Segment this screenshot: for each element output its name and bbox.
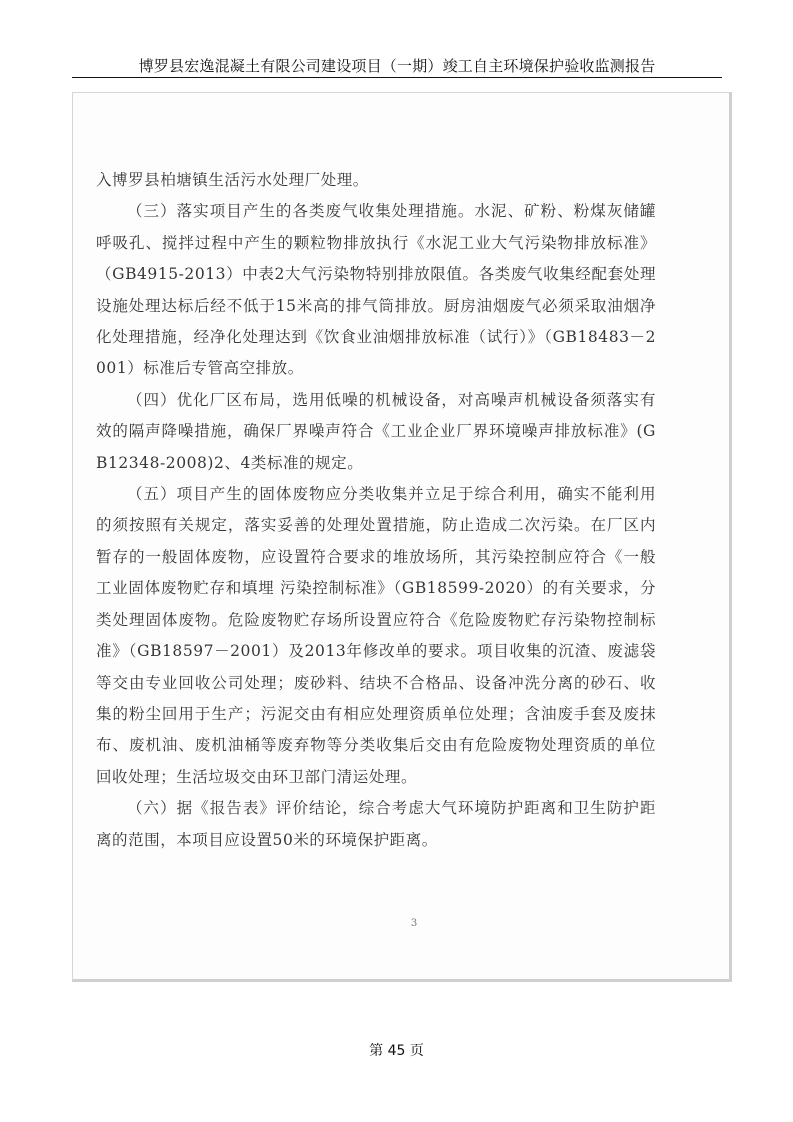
page-header [72, 46, 722, 78]
page-footer-number: 第 45 页 [369, 1043, 424, 1059]
paragraph-continuation: 入博罗县柏塘镇生活污水处理厂处理。 [96, 171, 369, 189]
report-title: 博罗县宏逸混凝土有限公司建设项目（一期）竣工自主环境保护验收监测报告 [138, 57, 656, 75]
paragraph-noise-control: （四）优化厂区布局，选用低噪的机械设备，对高噪声机械设备须落实有效的隔声降噪措施，确保厂界噪声符合《工业企业厂界环境噪声排放标准》(GB12348-2008)2、4类标准的规定。 [96, 390, 656, 472]
paragraph-solid-waste: （五）项目产生的固体废物应分类收集并立足于综合利用，确实不能利用的须按照有关规定，落实妥善的处理处置措施，防止造成二次污染。在厂区内暂存的一般固体废物，应设置符合要求的堆放场所，其污染控制应符合《一般工业固体废物贮存和填埋 污染控制标准》（GB18599-2020）的有关要求，分类处理固体废物。危险废物贮存场所设置应符合《危险废物贮存污染物控制标准》（GB18597－2001）及2013年修改单的要求。项目收集的沉渣、废滤袋等交由专业回收公司处理；废砂料、结块不合格品、设备冲洗分离的砂石、收集的粉尘回用于生产；污泥交由有相应处理资质单位处理；含油废手套及废抹布、废机油、废机油桶等废弃物等分类收集后交由有危险废物处理资质的单位回收处理；生活垃圾交由环卫部门清运处理。 [96, 485, 656, 786]
paragraph-protection-distance: （六）据《报告表》评价结论，综合考虑大气环境防护距离和卫生防护距离的范围，本项目应设置50米的环境保护距离。 [96, 799, 656, 849]
scanned-document-body [96, 165, 656, 856]
paragraph-exhaust-gas-measures: （三）落实项目产生的各类废气收集处理措施。水泥、矿粉、粉煤灰储罐呼吸孔、搅拌过程中产生的颗粒物排放执行《水泥工业大气污染物排放标准》（GB4915-2013）中表2大气污染物特别排放限值。各类废气收集经配套处理设施处理达标后经不低于15米高的排气筒排放。厨房油烟废气必须采取油烟净化处理措施，经净化处理达到《饮食业油烟排放标准（试行）》（GB18483－2001）标准后专管高空排放。 [96, 202, 656, 378]
scanned-page-number: 3 [410, 918, 418, 929]
